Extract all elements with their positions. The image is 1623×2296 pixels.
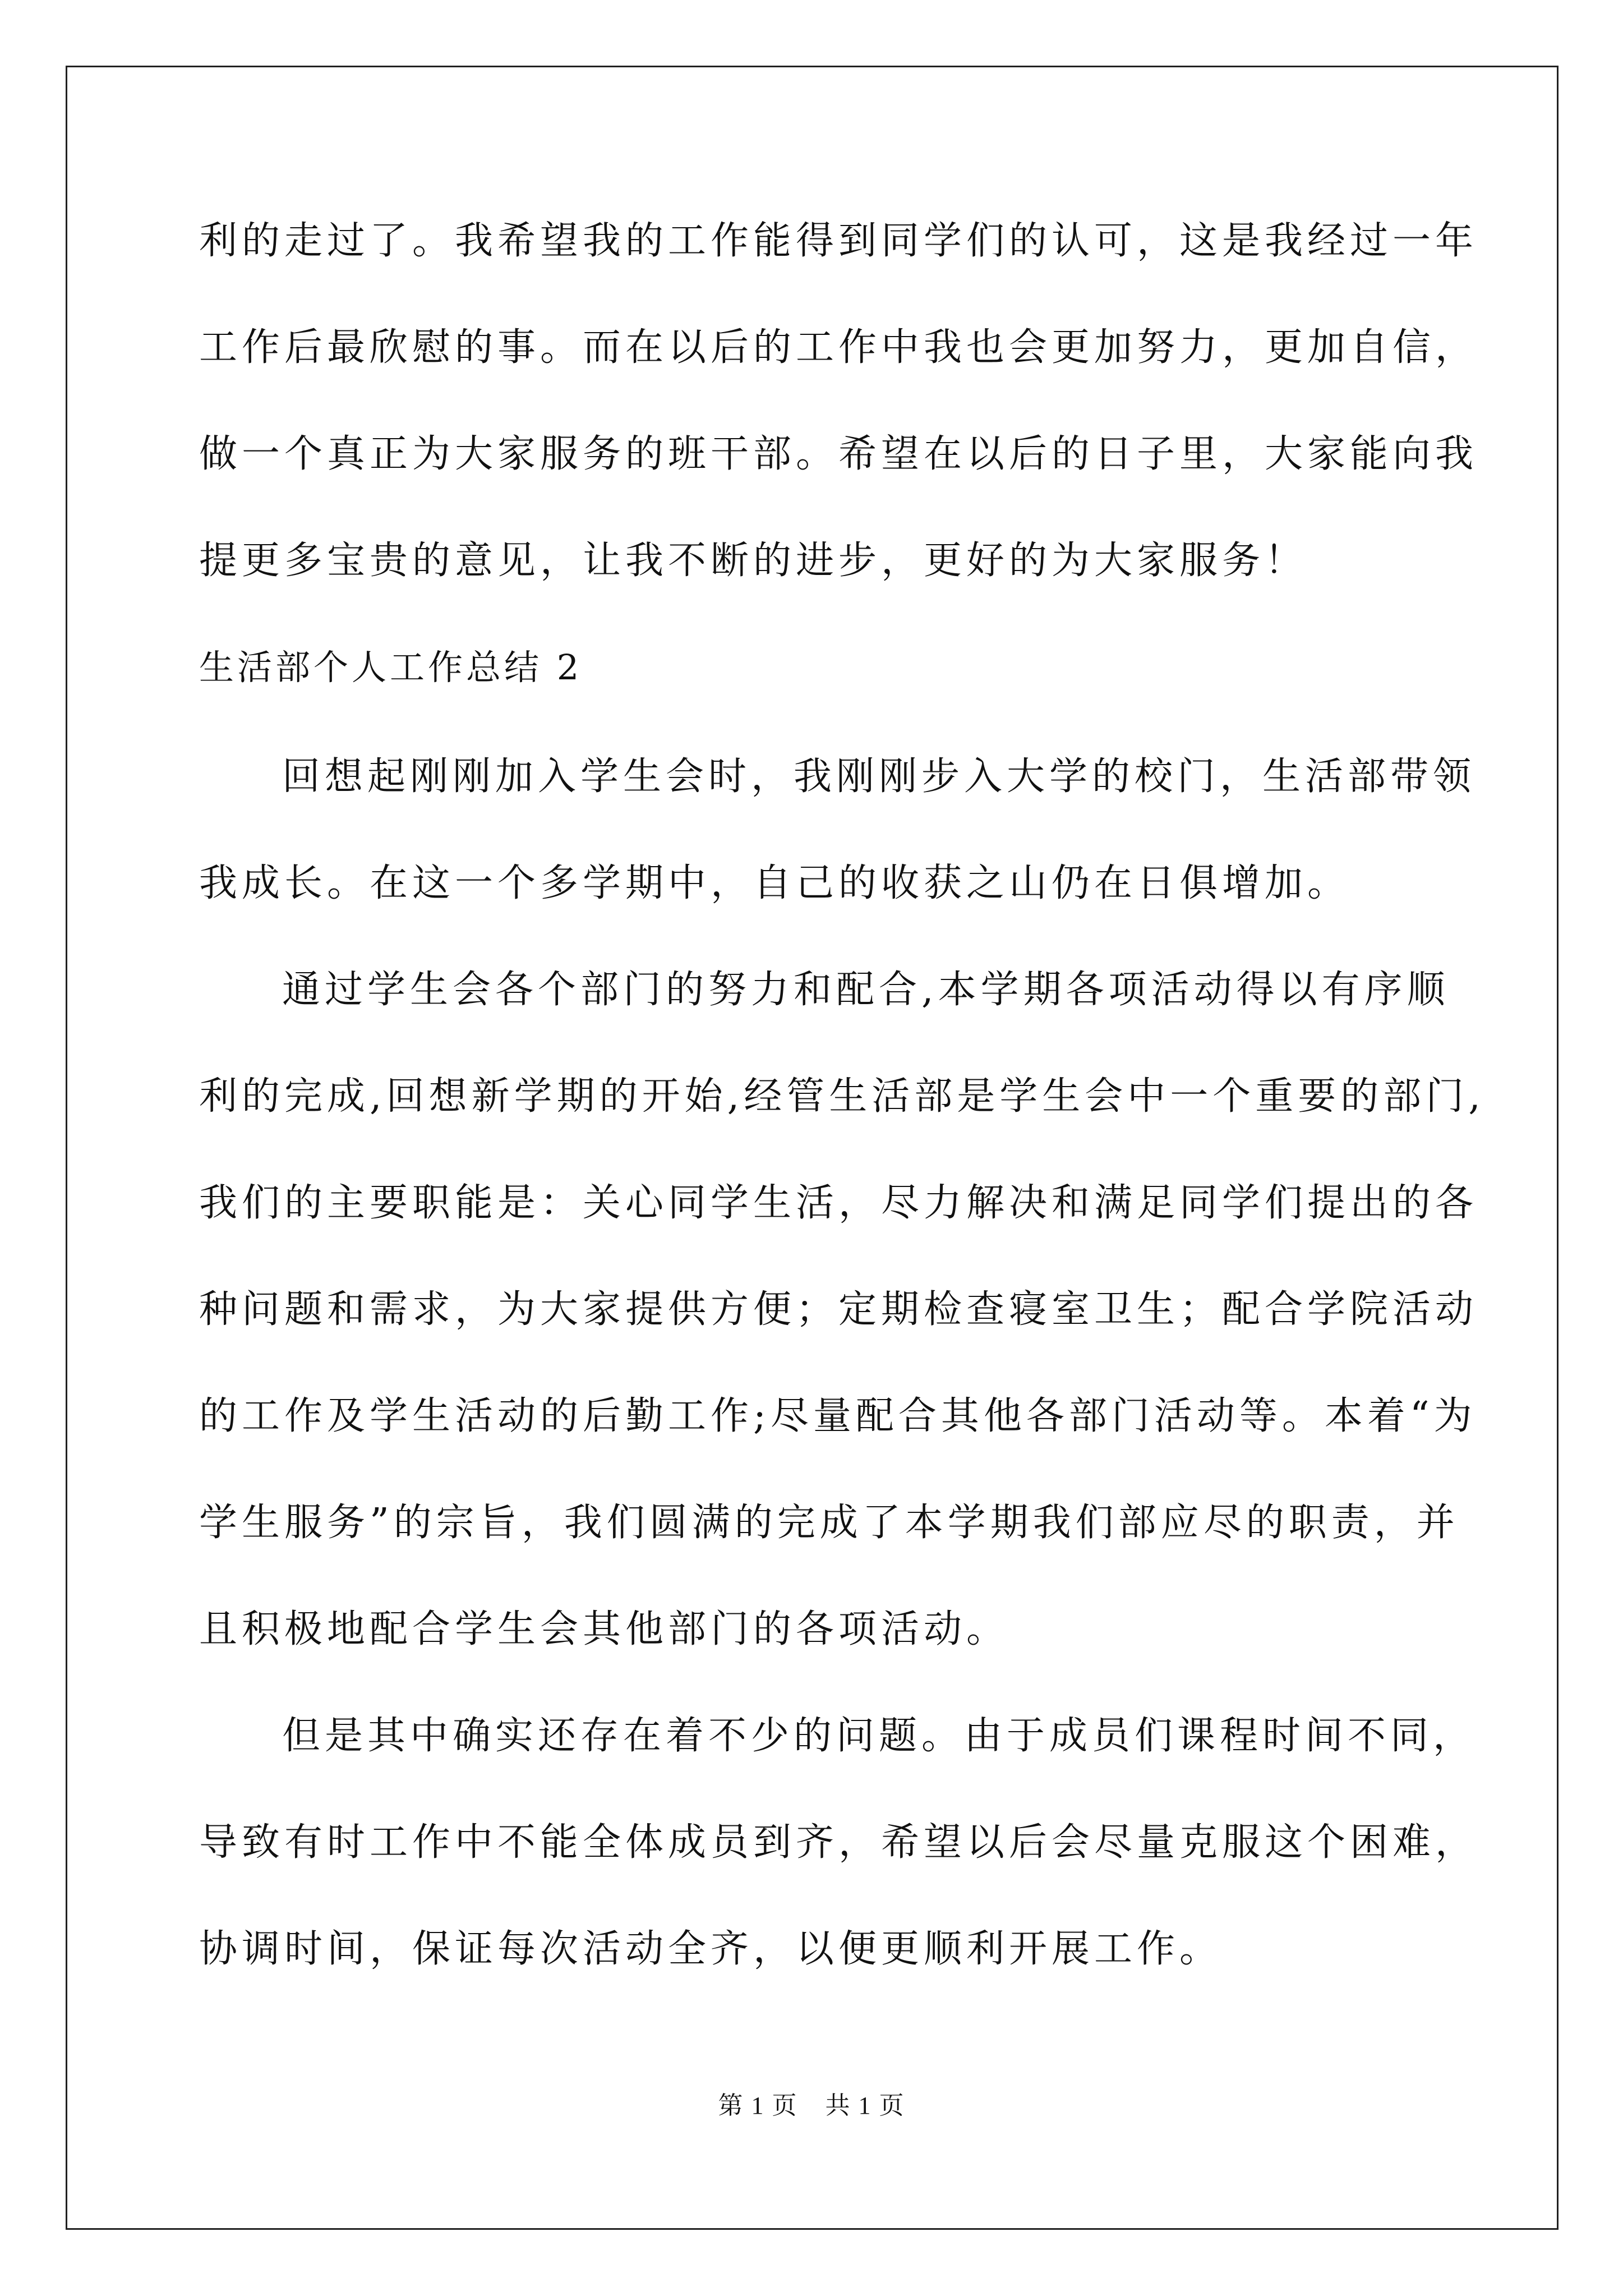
paragraph-line: 导致有时工作中不能全体成员到齐，希望以后会尽量克服这个困难， [199, 1820, 1478, 1865]
page-border [66, 66, 1559, 2230]
paragraph-line: 提更多宝贵的意见，让我不断的进步，更好的为大家服务！ [199, 539, 1308, 583]
section-heading: 生活部个人工作总结 2 [199, 647, 583, 688]
paragraph-line: 我们的主要职能是：关心同学生活，尽力解决和满足同学们提出的各 [199, 1181, 1478, 1225]
paragraph-line: 做一个真正为大家服务的班干部。希望在以后的日子里，大家能向我 [199, 432, 1478, 476]
paragraph-line: 的工作及学生活动的后勤工作;尽量配合其他各部门活动等。本着“为 [199, 1394, 1477, 1438]
paragraph-line: 通过学生会各个部门的努力和配合,本学期各项活动得以有序顺 [282, 968, 1450, 1012]
paragraph-line: 我成长。在这一个多学期中，自己的收获之山仍在日俱增加。 [199, 861, 1350, 905]
paragraph-line: 协调时间，保证每次活动全齐，以便更顺利开展工作。 [199, 1927, 1223, 1971]
page-total: 共 1 页 [825, 2092, 905, 2119]
paragraph-line: 回想起刚刚加入学生会时，我刚刚步入大学的校门，生活部带领 [282, 754, 1476, 799]
page-footer [0, 2085, 1623, 2121]
paragraph-line: 学生服务”的宗旨，我们圆满的完成了本学期我们部应尽的职责，并 [199, 1501, 1459, 1545]
paragraph-line: 利的走过了。我希望我的工作能得到同学们的认可，这是我经过一年 [199, 219, 1478, 263]
paragraph-line: 种问题和需求，为大家提供方便；定期检查寝室卫生；配合学院活动 [199, 1287, 1478, 1332]
page-number: 第 1 页 [718, 2092, 798, 2119]
paragraph-line: 工作后最欣慰的事。而在以后的工作中我也会更加努力，更加自信， [199, 325, 1478, 370]
paragraph-line: 利的完成,回想新学期的开始,经管生活部是学生会中一个重要的部门, [199, 1074, 1485, 1119]
paragraph-line: 但是其中确实还存在着不少的问题。由于成员们课程时间不同， [282, 1714, 1476, 1758]
paragraph-line: 且积极地配合学生会其他部门的各项活动。 [199, 1607, 1009, 1651]
